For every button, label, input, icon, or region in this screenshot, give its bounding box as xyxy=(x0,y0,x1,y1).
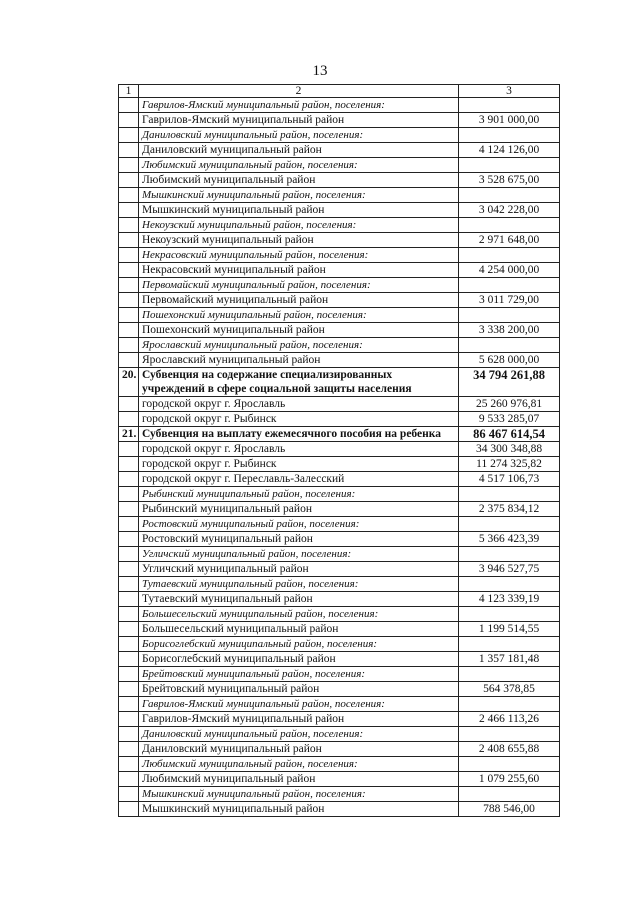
row-amount xyxy=(459,547,560,562)
row-number xyxy=(119,293,139,308)
row-amount xyxy=(459,517,560,532)
table-row xyxy=(119,592,560,607)
row-name: городской округ г. Рыбинск xyxy=(139,412,459,427)
table-row xyxy=(119,442,560,457)
row-amount: 788 546,00 xyxy=(459,802,560,817)
row-number xyxy=(119,143,139,158)
subheading-row xyxy=(119,308,560,323)
row-name: Некоузский муниципальный район xyxy=(139,233,459,248)
row-name: Ярославский муниципальный район xyxy=(139,353,459,368)
row-amount xyxy=(459,308,560,323)
row-name: Тутаевский муниципальный район, поселения: xyxy=(139,577,459,592)
row-name: Гаврилов-Ямский муниципальный район xyxy=(139,712,459,727)
row-amount: 1 357 181,48 xyxy=(459,652,560,667)
row-number xyxy=(119,652,139,667)
row-number xyxy=(119,323,139,338)
row-number xyxy=(119,457,139,472)
row-name: городской округ г. Рыбинск xyxy=(139,457,459,472)
row-number xyxy=(119,113,139,128)
row-name: Первомайский муниципальный район, поселения: xyxy=(139,278,459,293)
table-row xyxy=(119,802,560,817)
row-amount xyxy=(459,727,560,742)
row-name: Брейтовский муниципальный район xyxy=(139,682,459,697)
row-number xyxy=(119,353,139,368)
row-name: Некоузский муниципальный район, поселения: xyxy=(139,218,459,233)
row-number xyxy=(119,757,139,772)
row-name: Любимский муниципальный район, поселения: xyxy=(139,757,459,772)
row-number: 21. xyxy=(119,427,139,442)
row-number xyxy=(119,637,139,652)
header-col-1: 1 xyxy=(119,85,139,98)
row-number xyxy=(119,233,139,248)
subheading-row xyxy=(119,547,560,562)
row-number xyxy=(119,742,139,757)
row-amount: 4 517 106,73 xyxy=(459,472,560,487)
row-amount: 3 946 527,75 xyxy=(459,562,560,577)
subheading-row xyxy=(119,128,560,143)
row-name: городской округ г. Ярославль xyxy=(139,397,459,412)
row-number xyxy=(119,442,139,457)
table-row xyxy=(119,203,560,218)
row-amount: 5 628 000,00 xyxy=(459,353,560,368)
row-amount: 9 533 285,07 xyxy=(459,412,560,427)
row-amount: 1 079 255,60 xyxy=(459,772,560,787)
row-amount: 3 042 228,00 xyxy=(459,203,560,218)
row-amount xyxy=(459,637,560,652)
subheading-row xyxy=(119,158,560,173)
row-amount: 11 274 325,82 xyxy=(459,457,560,472)
table-row xyxy=(119,772,560,787)
row-amount: 25 260 976,81 xyxy=(459,397,560,412)
subheading-row xyxy=(119,727,560,742)
table-row xyxy=(119,173,560,188)
section-total-row xyxy=(119,368,560,397)
row-number xyxy=(119,263,139,278)
row-name: Рыбинский муниципальный район xyxy=(139,502,459,517)
row-amount xyxy=(459,577,560,592)
row-amount xyxy=(459,188,560,203)
row-name: Даниловский муниципальный район xyxy=(139,143,459,158)
table-row xyxy=(119,622,560,637)
table-row xyxy=(119,457,560,472)
row-amount: 3 338 200,00 xyxy=(459,323,560,338)
table-row xyxy=(119,532,560,547)
table-row xyxy=(119,263,560,278)
row-name: Любимский муниципальный район xyxy=(139,173,459,188)
subheading-row xyxy=(119,487,560,502)
row-name: Мышкинский муниципальный район xyxy=(139,203,459,218)
row-amount: 4 123 339,19 xyxy=(459,592,560,607)
row-number xyxy=(119,682,139,697)
table-row xyxy=(119,323,560,338)
row-name: Субвенция на выплату ежемесячного пособия на ребенка xyxy=(139,427,459,442)
table-row xyxy=(119,397,560,412)
row-number xyxy=(119,592,139,607)
row-number xyxy=(119,98,139,113)
row-name: Любимский муниципальный район xyxy=(139,772,459,787)
row-name: Даниловский муниципальный район, поселения: xyxy=(139,727,459,742)
subheading-row xyxy=(119,278,560,293)
row-number xyxy=(119,218,139,233)
row-number: 20. xyxy=(119,368,139,397)
row-amount: 34 794 261,88 xyxy=(459,368,560,397)
row-name: Гаврилов-Ямский муниципальный район xyxy=(139,113,459,128)
row-amount: 1 199 514,55 xyxy=(459,622,560,637)
row-amount: 2 971 648,00 xyxy=(459,233,560,248)
table-body xyxy=(119,85,560,817)
table-row xyxy=(119,293,560,308)
subheading-row xyxy=(119,218,560,233)
row-name: Даниловский муниципальный район xyxy=(139,742,459,757)
subheading-row xyxy=(119,248,560,263)
row-name: Брейтовский муниципальный район, поселения: xyxy=(139,667,459,682)
subheading-row xyxy=(119,667,560,682)
row-name: Угличский муниципальный район, поселения: xyxy=(139,547,459,562)
row-name: Борисоглебский муниципальный район xyxy=(139,652,459,667)
row-amount: 564 378,85 xyxy=(459,682,560,697)
table-row xyxy=(119,652,560,667)
table-row xyxy=(119,233,560,248)
subvention-table xyxy=(118,84,560,817)
row-name: Первомайский муниципальный район xyxy=(139,293,459,308)
page-number: 13 xyxy=(312,63,328,79)
row-amount: 3 011 729,00 xyxy=(459,293,560,308)
row-name: Гаврилов-Ямский муниципальный район, поселения: xyxy=(139,98,459,113)
row-name: Даниловский муниципальный район, поселения: xyxy=(139,128,459,143)
row-number xyxy=(119,338,139,353)
row-number xyxy=(119,622,139,637)
row-number xyxy=(119,562,139,577)
row-name: Мышкинский муниципальный район xyxy=(139,802,459,817)
row-amount xyxy=(459,607,560,622)
row-amount xyxy=(459,218,560,233)
row-number xyxy=(119,532,139,547)
row-amount: 2 408 655,88 xyxy=(459,742,560,757)
row-number xyxy=(119,397,139,412)
row-amount xyxy=(459,338,560,353)
row-amount: 86 467 614,54 xyxy=(459,427,560,442)
row-number xyxy=(119,308,139,323)
row-number xyxy=(119,173,139,188)
row-amount: 4 124 126,00 xyxy=(459,143,560,158)
row-amount xyxy=(459,278,560,293)
subheading-row xyxy=(119,577,560,592)
row-amount xyxy=(459,697,560,712)
row-number xyxy=(119,712,139,727)
row-amount: 3 901 000,00 xyxy=(459,113,560,128)
row-amount: 3 528 675,00 xyxy=(459,173,560,188)
row-name: Тутаевский муниципальный район xyxy=(139,592,459,607)
row-number xyxy=(119,547,139,562)
row-number xyxy=(119,203,139,218)
row-amount: 5 366 423,39 xyxy=(459,532,560,547)
row-number xyxy=(119,188,139,203)
table-row xyxy=(119,143,560,158)
row-number xyxy=(119,727,139,742)
row-amount xyxy=(459,158,560,173)
row-amount: 2 375 834,12 xyxy=(459,502,560,517)
row-name: Субвенция на содержание специализированных учреждений в сфере социальной защиты населения xyxy=(139,368,459,397)
row-name: Борисоглебский муниципальный район, поселения: xyxy=(139,637,459,652)
row-number xyxy=(119,697,139,712)
row-number xyxy=(119,667,139,682)
row-number xyxy=(119,502,139,517)
header-col-3: 3 xyxy=(459,85,560,98)
row-number xyxy=(119,487,139,502)
row-number xyxy=(119,128,139,143)
row-amount xyxy=(459,98,560,113)
table-row xyxy=(119,682,560,697)
row-number xyxy=(119,248,139,263)
row-name: Любимский муниципальный район, поселения: xyxy=(139,158,459,173)
row-number xyxy=(119,472,139,487)
row-name: Некрасовский муниципальный район xyxy=(139,263,459,278)
row-name: Мышкинский муниципальный район, поселения: xyxy=(139,188,459,203)
row-number xyxy=(119,787,139,802)
subheading-row xyxy=(119,607,560,622)
row-amount xyxy=(459,757,560,772)
section-total-row xyxy=(119,427,560,442)
row-name: Мышкинский муниципальный район, поселения: xyxy=(139,787,459,802)
row-name: Угличский муниципальный район xyxy=(139,562,459,577)
table-row xyxy=(119,502,560,517)
row-number xyxy=(119,517,139,532)
table-row xyxy=(119,742,560,757)
row-number xyxy=(119,278,139,293)
row-name: Рыбинский муниципальный район, поселения: xyxy=(139,487,459,502)
row-amount: 34 300 348,88 xyxy=(459,442,560,457)
row-amount: 4 254 000,00 xyxy=(459,263,560,278)
row-name: Пошехонский муниципальный район, поселения: xyxy=(139,308,459,323)
row-amount xyxy=(459,248,560,263)
subheading-row xyxy=(119,188,560,203)
subheading-row xyxy=(119,98,560,113)
subheading-row xyxy=(119,697,560,712)
row-name: Ярославский муниципальный район, поселения: xyxy=(139,338,459,353)
subheading-row xyxy=(119,787,560,802)
subheading-row xyxy=(119,757,560,772)
table-row xyxy=(119,113,560,128)
row-amount xyxy=(459,128,560,143)
row-number xyxy=(119,607,139,622)
row-amount xyxy=(459,667,560,682)
subheading-row xyxy=(119,637,560,652)
row-name: Некрасовский муниципальный район, поселения: xyxy=(139,248,459,263)
table-row xyxy=(119,562,560,577)
row-name: городской округ г. Ярославль xyxy=(139,442,459,457)
row-name: Гаврилов-Ямский муниципальный район, поселения: xyxy=(139,697,459,712)
row-number xyxy=(119,577,139,592)
row-amount xyxy=(459,787,560,802)
table-row xyxy=(119,472,560,487)
header-col-2: 2 xyxy=(139,85,459,98)
table-header-row xyxy=(119,85,560,98)
row-number xyxy=(119,772,139,787)
row-number xyxy=(119,802,139,817)
row-number xyxy=(119,158,139,173)
row-name: Ростовский муниципальный район xyxy=(139,532,459,547)
subheading-row xyxy=(119,517,560,532)
row-number xyxy=(119,412,139,427)
row-amount xyxy=(459,487,560,502)
row-name: Ростовский муниципальный район, поселения: xyxy=(139,517,459,532)
row-name: Большесельский муниципальный район, поселения: xyxy=(139,607,459,622)
subheading-row xyxy=(119,338,560,353)
row-name: городской округ г. Переславль-Залесский xyxy=(139,472,459,487)
row-amount: 2 466 113,26 xyxy=(459,712,560,727)
table-row xyxy=(119,412,560,427)
table-row xyxy=(119,712,560,727)
row-name: Большесельский муниципальный район xyxy=(139,622,459,637)
row-name: Пошехонский муниципальный район xyxy=(139,323,459,338)
table-row xyxy=(119,353,560,368)
